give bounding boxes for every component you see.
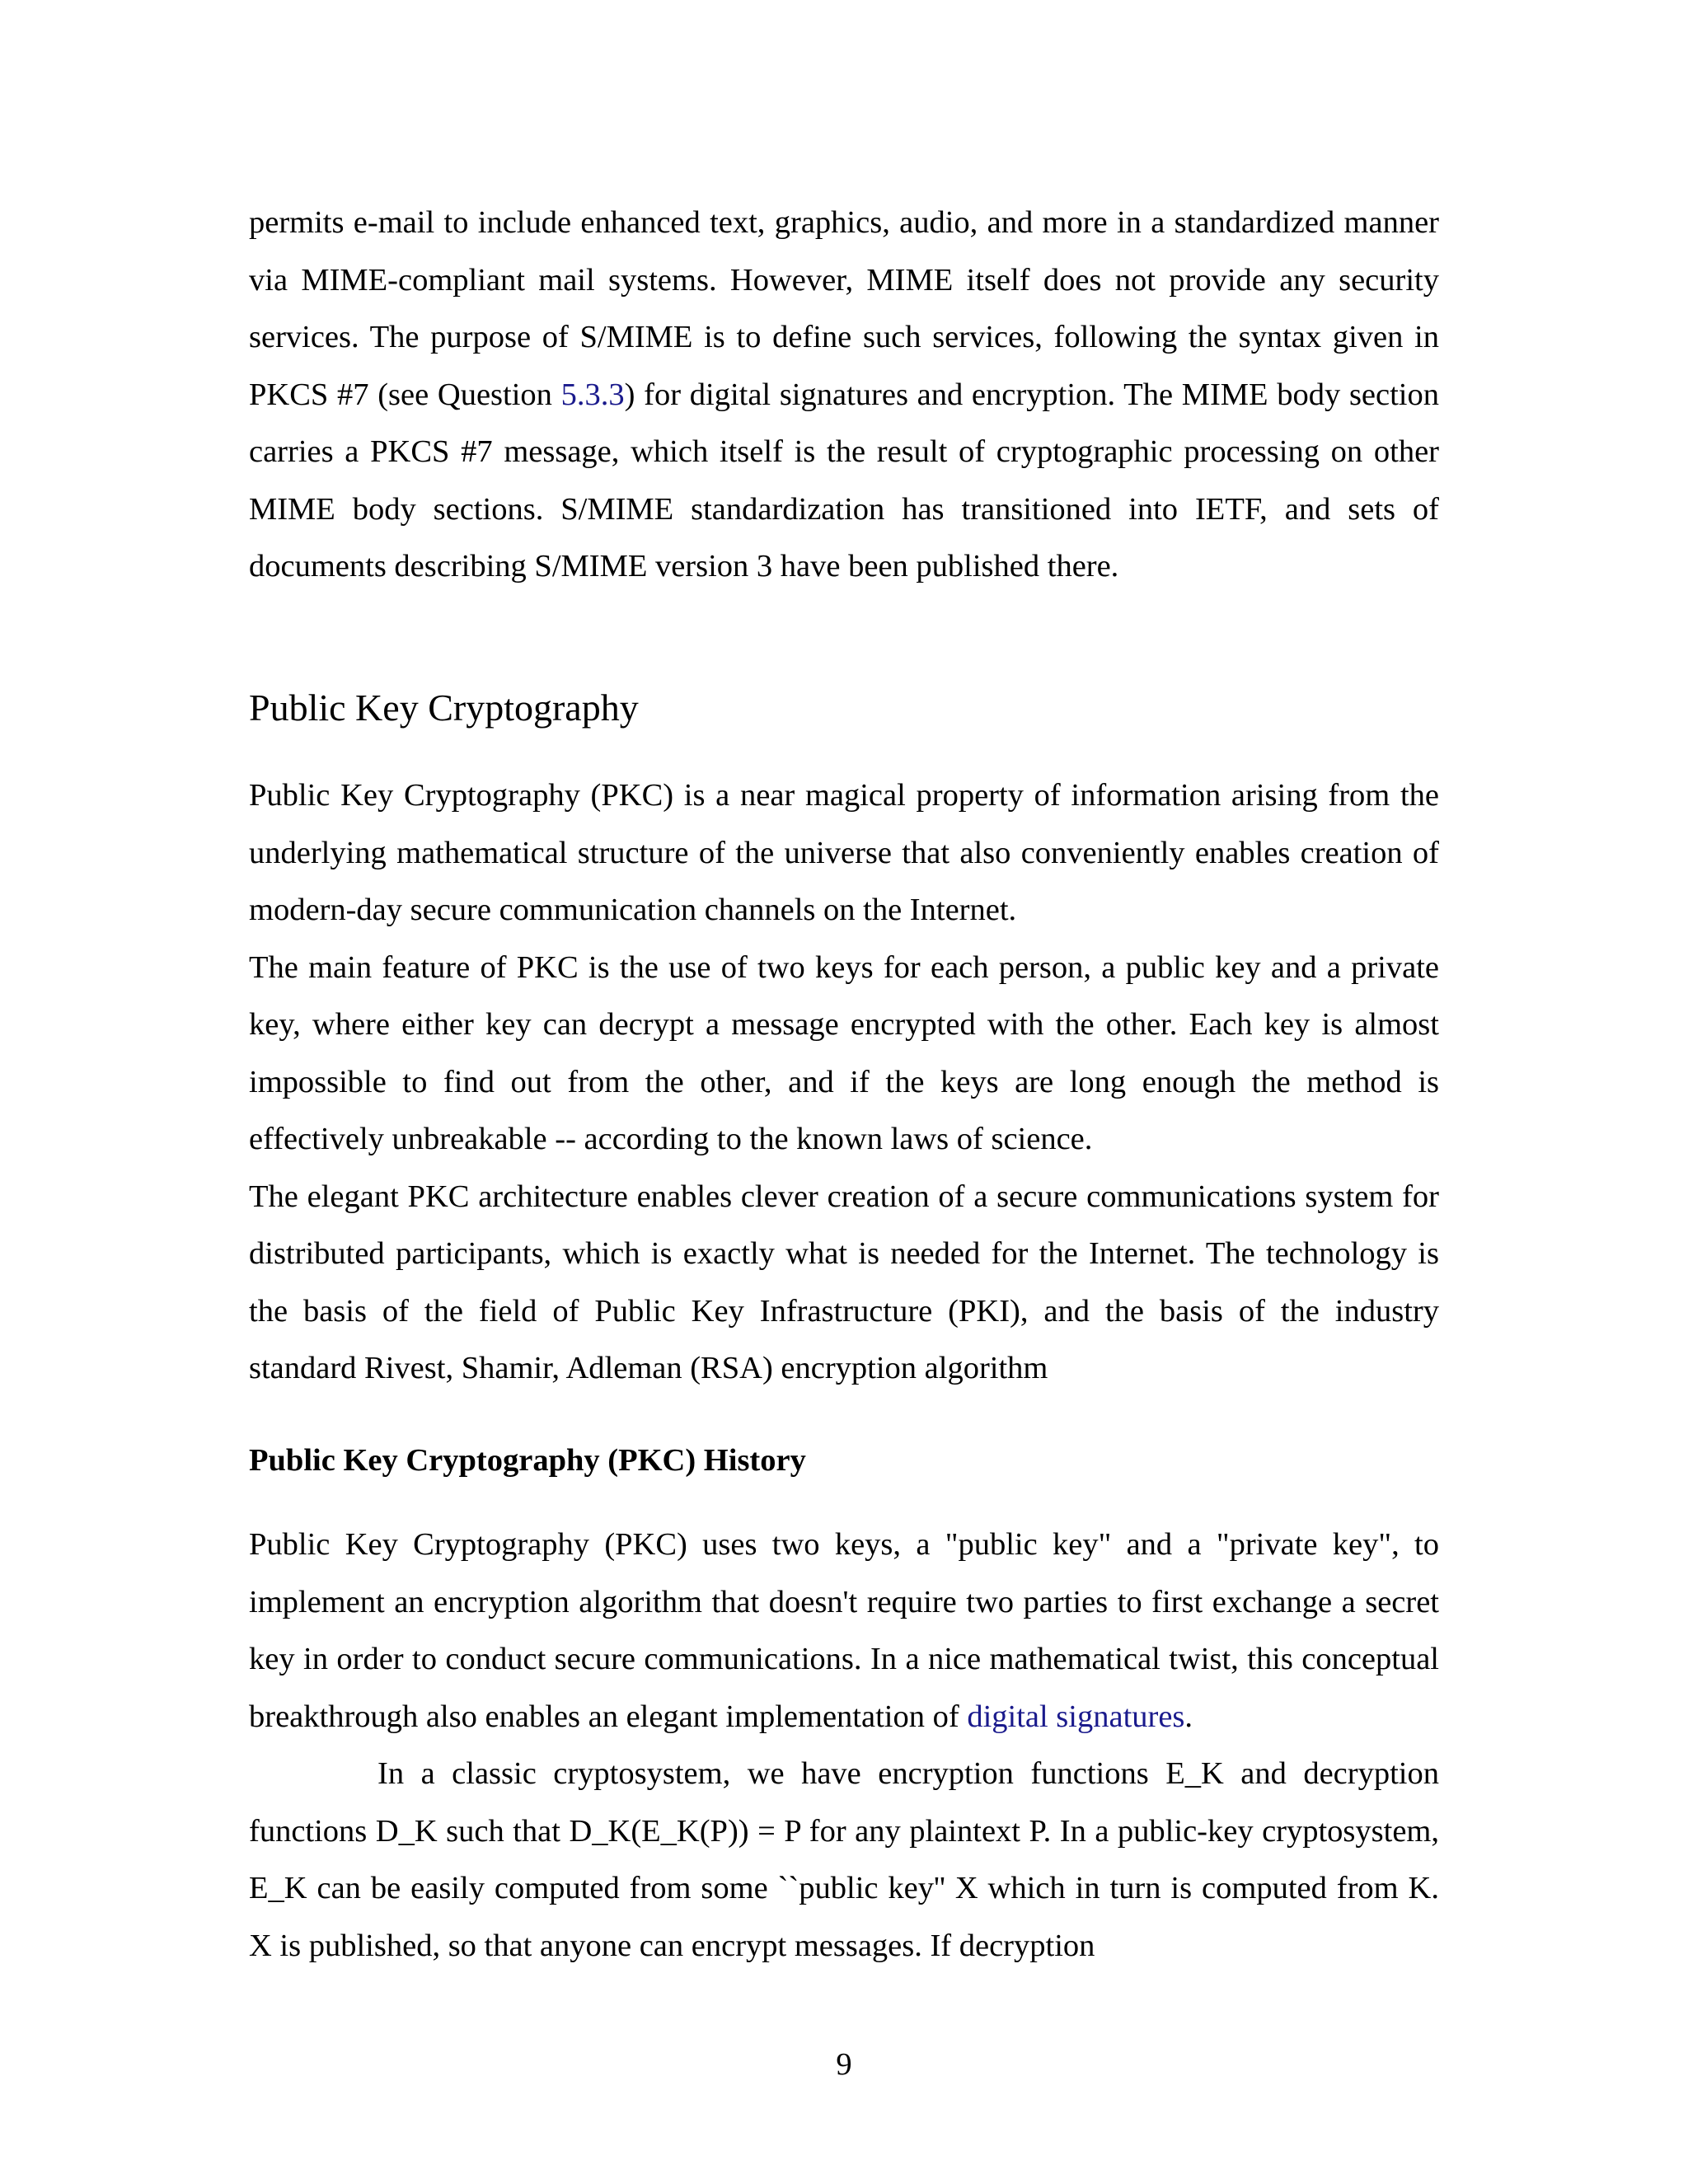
page-number: 9 bbox=[836, 2047, 852, 2082]
pkc-paragraph-2: The main feature of PKC is the use of two keys for each person, a public key and a private key, where either key can decrypt a message encrypted with the other. Each key is almost impossible to find out from the other, and if the keys are long enough the method is effectively unbreakable -- according to the known laws of science. bbox=[249, 949, 1439, 1156]
history-paragraph-2: In a classic cryptosystem, we have encryption functions E_K and decryption functions D_K such that D_K(E_K(P)) = P for any plaintext P. In a public-key cryptosystem, E_K can be easily computed from some ``public key'' X which in turn is computed from K. X is published, so that anyone can encrypt messages. If decryption bbox=[249, 1756, 1439, 1963]
digital-signatures-link[interactable]: digital signatures bbox=[967, 1699, 1185, 1734]
pkc-paragraph-1: Public Key Cryptography (PKC) is a near magical property of information arising from the underlying mathematical structure of the universe that also conveniently enables creation of modern-day secure communication channels on the Internet. bbox=[249, 778, 1439, 927]
subsection-heading: Public Key Cryptography (PKC) History bbox=[249, 1443, 806, 1478]
section-heading: Public Key Cryptography bbox=[249, 687, 639, 729]
intro-text-after-link: ) for digital signatures and encryption. The MIME body section carries a PKCS #7 message, which itself is the result of cryptographic processing on other MIME body sections. S/MIME standardization has transitioned into IETF, and sets of documents describing S/MIME version 3 have been published there. bbox=[249, 377, 1440, 583]
pkc-section-body bbox=[249, 767, 1439, 1398]
document-page bbox=[249, 194, 1440, 1963]
question-5-3-3-link[interactable]: 5.3.3 bbox=[560, 377, 625, 412]
intro-text-before-link: permits e-mail to include enhanced text, graphics, audio, and more in a standardized manner via MIME-compliant mail systems. However, MIME itself does not provide any security services. The purpose of S/MIME is to define such services, following the syntax given in PKCS #7 (see Question bbox=[249, 205, 1439, 412]
history-section-body bbox=[249, 1516, 1439, 1975]
history-paragraph-1 bbox=[249, 1516, 1439, 1746]
history-text-before-link: Public Key Cryptography (PKC) uses two keys, a "public key" and a "private key", to implement an encryption algorithm that doesn't require two parties to first exchange a secret key in order to conduct secure communications. In a nice mathematical twist, this conceptual breakthrough also enables an elegant implementation of bbox=[249, 1527, 1439, 1734]
intro-paragraph bbox=[249, 194, 1439, 596]
pkc-paragraph-3: The elegant PKC architecture enables clever creation of a secure communications system for distributed participants, which is exactly what is needed for the Internet. The technology is the basis of the field of Public Key Infrastructure (PKI), and the basis of the industry standard Rivest, Shamir, Adleman (RSA) encryption algorithm bbox=[249, 1179, 1439, 1385]
history-text-after-link: . bbox=[1184, 1699, 1193, 1734]
